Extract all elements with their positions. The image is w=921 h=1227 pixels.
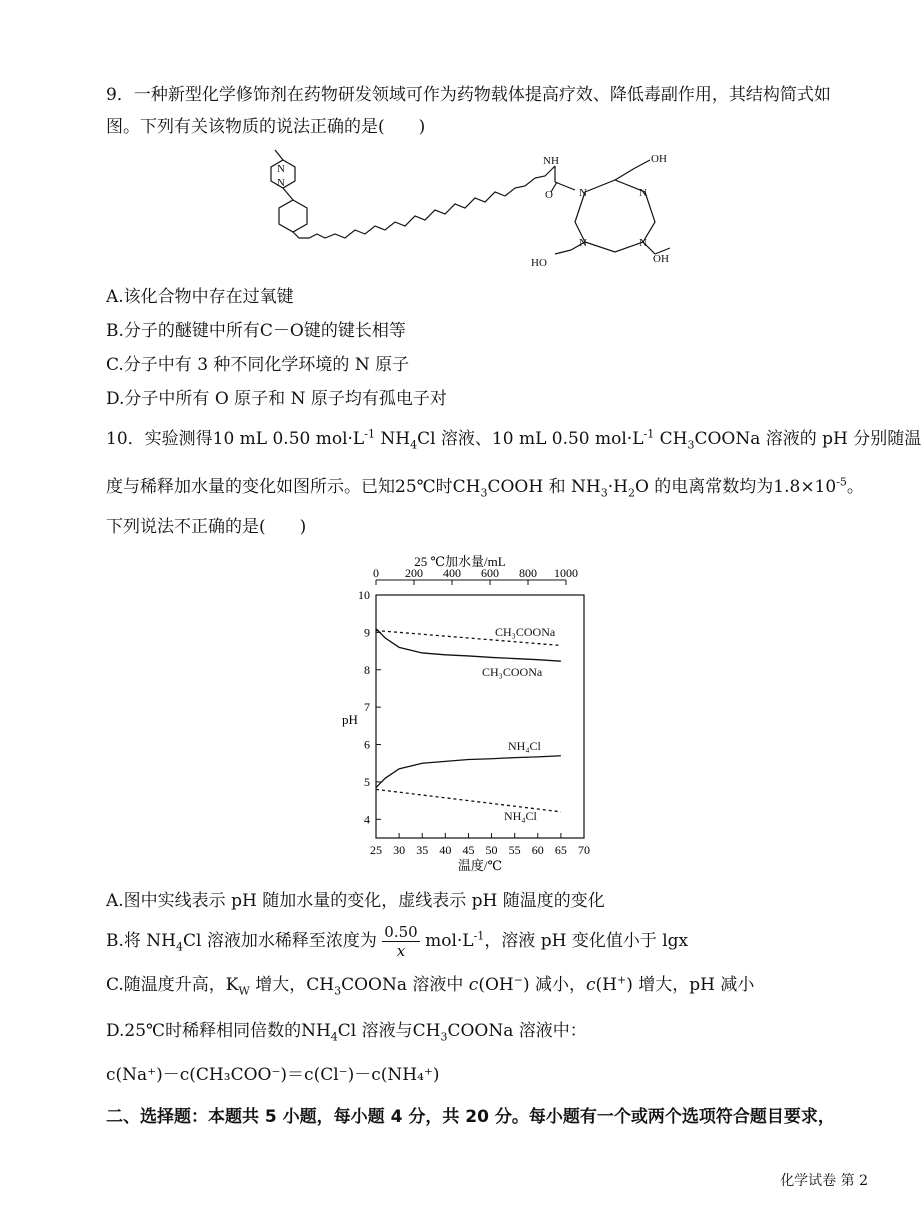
q10-stem-line2-prefix: 度与稀释加水量的变化如图所示。已知 (106, 477, 395, 497)
section2-heading: 二、选择题：本题共 5 小题，每小题 4 分，共 20 分。每小题有一个或两个选项符合题目要求， (106, 1107, 835, 1127)
q9-stem-line2: 图。下列有关该物质的说法正确的是( ) (106, 117, 426, 137)
n-label-1: N (579, 187, 587, 199)
q10-option-b: B.将 $NH_4Cl$ 溶液加水稀释至浓度为 $\frac{0.50}{x}$ $mol\cdot L^{-1}$，溶液 pH 变化值小于 lgx (106, 923, 689, 960)
series-line-2 (376, 756, 561, 788)
ho-label: HO (531, 257, 547, 269)
x-tick-label: 25 (370, 843, 382, 857)
y-axis-label: pH (342, 712, 358, 727)
x-axis-label: 温度/℃ (457, 858, 503, 873)
oh-label-2: OH (653, 253, 669, 265)
q9-structure-diagram (255, 142, 685, 272)
q10-option-b-prefix: B.将 NH (106, 931, 177, 951)
y-tick-label: 4 (364, 812, 370, 827)
x-tick-label: 55 (508, 843, 521, 857)
q10-option-b-unit: mol·L (425, 931, 474, 951)
fraction (382, 923, 419, 960)
fraction-denominator: x (396, 942, 406, 960)
q10-option-a: A.图中实线表示 pH 随加水量的变化，虚线表示 pH 随温度的变化 (106, 891, 605, 911)
q10-option-d: D.25℃时稀释相同倍数的$NH_4Cl$ 溶液与$CH_3COONa$ 溶液中： (106, 1021, 587, 1044)
top-tick-label: 400 (443, 566, 461, 580)
svg-text:N: N (277, 163, 285, 175)
n-label-3: N (579, 237, 587, 249)
series-label-ch3coona-solid: CH₃COONa (482, 665, 543, 679)
x-tick-label: 60 (531, 843, 544, 857)
q10-option-c: C.随温度升高，$K_W$ 增大，$CH_3COONa$ 溶液中 c(OH−) 减小，c(H+) 增大，pH 减小 (106, 973, 755, 998)
x-tick-label: 70 (578, 843, 590, 857)
q10-option-b-mid: Cl 溶液加水稀释至浓度为 (183, 931, 377, 951)
q9-option-d: D.分子中所有 O 原子和 N 原子均有孤电子对 (106, 389, 447, 409)
n-label-2: N (639, 187, 647, 199)
q10-option-c-prefix: C.随温度升高，K (106, 975, 239, 995)
y-tick-label: 9 (364, 625, 370, 640)
series-label-ch3coona-dashed: CH₃COONa (495, 625, 556, 639)
top-tick-label: 800 (519, 566, 537, 580)
svg-text:N: N (277, 177, 285, 189)
y-tick-label: 6 (364, 737, 370, 752)
nh-label: NH (543, 155, 559, 167)
q10-option-b-end: ，溶液 pH 变化值小于 lgx (484, 931, 689, 951)
o-label: O (545, 189, 553, 201)
q9-option-b: B.分子的醚键中所有C－O键的键长相等 (106, 321, 406, 341)
page-footer: 化学试卷 第 2 (780, 1173, 868, 1189)
series-label-nh4cl-solid: NH₄Cl (508, 739, 541, 753)
q9-option-a: A.该化合物中存在过氧键 (106, 287, 294, 307)
q9-stem-line1: 9．一种新型化学修饰剂在药物研发领域可作为药物载体提高疗效、降低毒副作用，其结构简式如 (106, 85, 831, 105)
x-tick-label: 35 (416, 843, 429, 857)
x-tick-label: 45 (462, 843, 475, 857)
fraction-numerator: 0.50 (384, 923, 418, 941)
top-tick-label: 1000 (554, 566, 578, 580)
top-tick-label: 600 (481, 566, 499, 580)
q9-option-c: C.分子中有 3 种不同化学环境的 N 原子 (106, 355, 410, 375)
q10-stem-prefix: 10．实验测得10 mL 0.50 mol·L (106, 429, 365, 449)
x-tick-label: 40 (439, 843, 452, 857)
x-tick-label: 30 (393, 843, 406, 857)
y-tick-label: 10 (358, 588, 370, 602)
q10-option-d-equation: c(Na⁺)－c(CH₃COO⁻)＝c(Cl⁻)－c(NH₄⁺) (106, 1065, 440, 1085)
q10-stem-line1: 10．实验测得10 mL 0.50 $mol\cdot L^{-1}$ $NH_4Cl$ 溶液、10 mL 0.50 $mol\cdot L^{-1}$ $CH_3COONa$ 溶液的 pH 分别随温 (106, 427, 921, 452)
x-tick-label: 50 (485, 843, 498, 857)
y-tick-label: 8 (364, 662, 370, 677)
top-tick-label: 200 (405, 566, 423, 580)
top-axis-label: 25 ℃加水量/mL (414, 554, 506, 569)
q10-stem-line2: 度与稀释加水量的变化如图所示。已知25℃时$CH_3COOH$ 和 $NH_3\cdot H_2O$ 的电离常数均为$1.8\times 10^{-5}$。 (106, 475, 864, 500)
ph-chart (330, 552, 610, 882)
q10-stem-line3: 下列说法不正确的是( ) (106, 517, 307, 537)
y-tick-label: 7 (364, 700, 370, 715)
top-tick-label: 0 (373, 566, 379, 580)
n-label-4: N (639, 237, 647, 249)
y-tick-label: 5 (364, 774, 370, 789)
x-tick-label: 65 (554, 843, 567, 857)
q10-option-d-prefix: D.25℃时稀释相同倍数的NH (106, 1021, 331, 1041)
oh-label-1: OH (651, 153, 667, 165)
series-label-nh4cl-dashed: NH₄Cl (504, 809, 537, 823)
